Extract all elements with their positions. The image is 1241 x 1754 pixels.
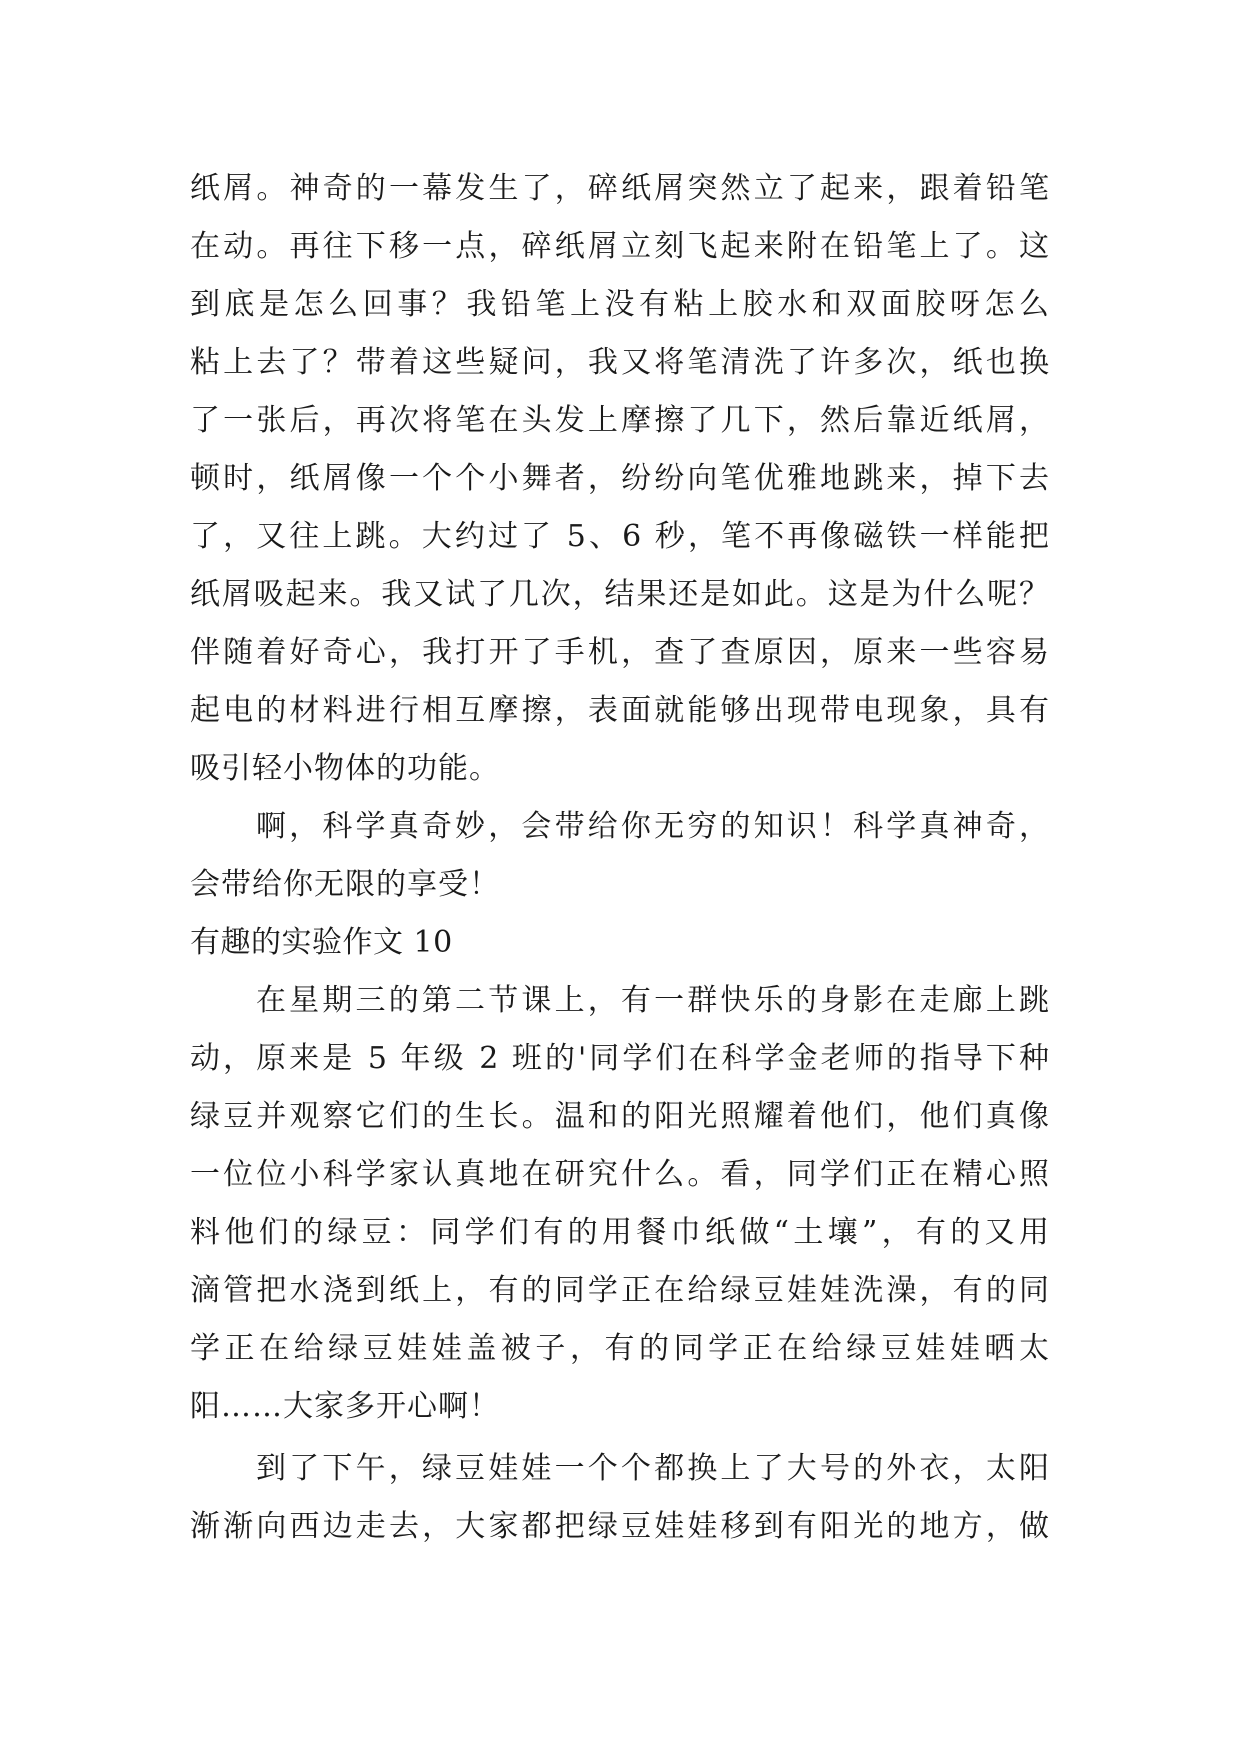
text-line: 了一张后，再次将笔在头发上摩擦了几下，然后靠近纸屑， xyxy=(190,403,1050,438)
essay-heading: 有趣的实验作文 10 xyxy=(190,925,453,960)
text-line: 绿豆并观察它们的生长。温和的阳光照耀着他们，他们真像 xyxy=(190,1099,1050,1134)
text-line: 纸屑吸起来。我又试了几次，结果还是如此。这是为什么呢？ xyxy=(190,577,1050,612)
text-line: 起电的材料进行相互摩擦，表面就能够出现带电现象，具有 xyxy=(190,693,1050,728)
text-line: 顿时，纸屑像一个个小舞者，纷纷向笔优雅地跳来，掉下去 xyxy=(190,461,1050,496)
text-line: 到底是怎么回事？我铅笔上没有粘上胶水和双面胶呀怎么 xyxy=(190,287,1050,322)
text-line: 了，又往上跳。大约过了 5、6 秒，笔不再像磁铁一样能把 xyxy=(190,519,1050,554)
text-line: 粘上去了？带着这些疑问，我又将笔清洗了许多次，纸也换 xyxy=(190,345,1050,380)
text-line: 伴随着好奇心，我打开了手机，查了查原因，原来一些容易 xyxy=(190,635,1050,670)
text-line: 到了下午，绿豆娃娃一个个都换上了大号的外衣，太阳 xyxy=(256,1451,1050,1486)
text-line: 在动。再往下移一点，碎纸屑立刻飞起来附在铅笔上了。这 xyxy=(190,229,1050,264)
text-line: 纸屑。神奇的一幕发生了，碎纸屑突然立了起来，跟着铅笔 xyxy=(190,171,1050,206)
text-line: 渐渐向西边走去，大家都把绿豆娃娃移到有阳光的地方，做 xyxy=(190,1509,1050,1544)
text-line: 一位位小科学家认真地在研究什么。看，同学们正在精心照 xyxy=(190,1157,1050,1192)
text-line: 阳……大家多开心啊！ xyxy=(190,1389,500,1424)
text-line: 啊，科学真奇妙，会带给你无穷的知识！科学真神奇， xyxy=(256,809,1050,844)
text-line: 动，原来是 5 年级 2 班的'同学们在科学金老师的指导下种 xyxy=(190,1041,1050,1076)
text-line: 滴管把水浇到纸上，有的同学正在给绿豆娃娃洗澡，有的同 xyxy=(190,1273,1050,1308)
text-line: 学正在给绿豆娃娃盖被子，有的同学正在给绿豆娃娃晒太 xyxy=(190,1331,1050,1366)
text-line: 在星期三的第二节课上，有一群快乐的身影在走廊上跳 xyxy=(256,983,1050,1018)
text-line: 料他们的绿豆：同学们有的用餐巾纸做“土壤”，有的又用 xyxy=(190,1215,1050,1250)
text-line: 会带给你无限的享受！ xyxy=(190,867,500,902)
text-line: 吸引轻小物体的功能。 xyxy=(190,751,500,786)
